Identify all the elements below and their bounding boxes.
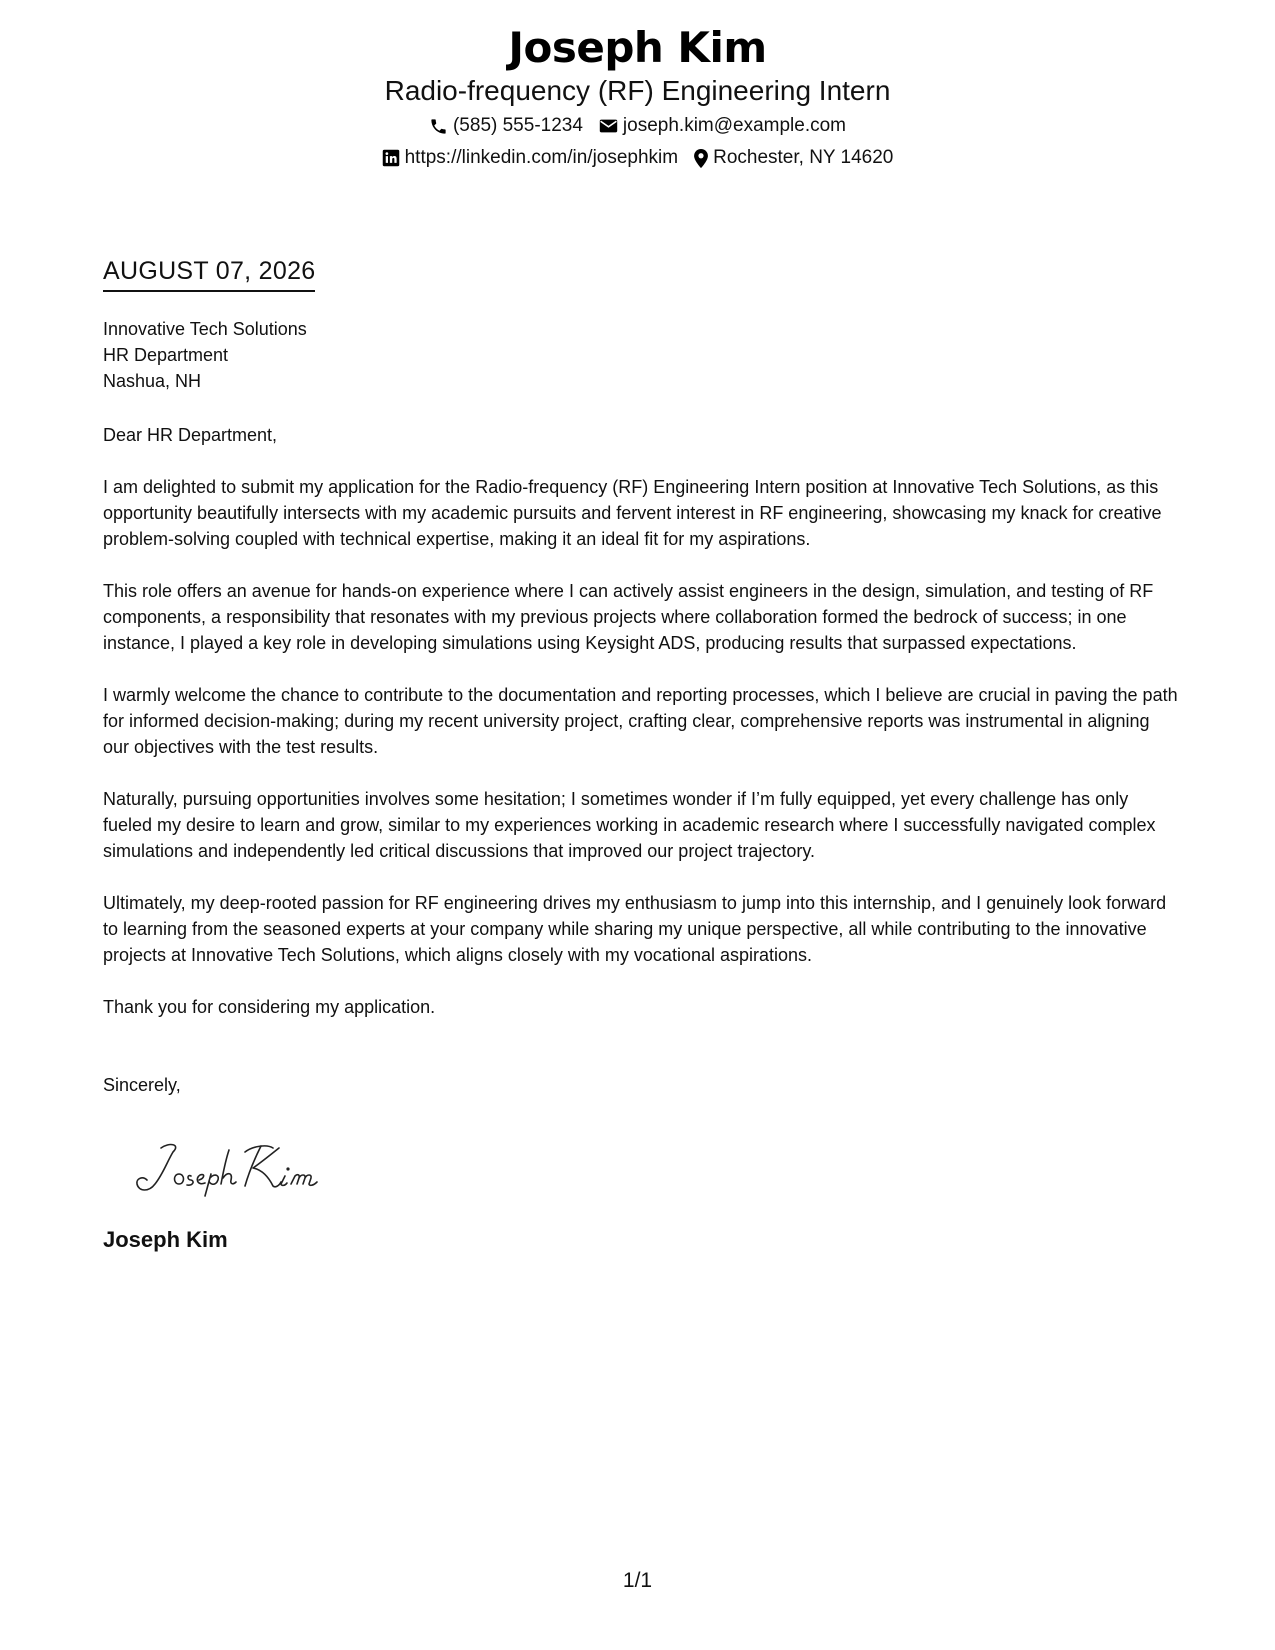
envelope-icon: [599, 118, 618, 134]
contact-row-1: [0, 114, 1275, 138]
recipient-company: Innovative Tech Solutions: [103, 319, 307, 339]
email-address[interactable]: joseph.kim@example.com: [622, 115, 847, 136]
letter-date-block: [103, 256, 315, 292]
paragraph-3: I warmly welcome the chance to contribute to the documentation and reporting processes, which I believe are crucial in paving the path for informed decision-making; during my recent university project, crafting clear, comprehensive reports was instrumental in aligning our objectives with the test results.: [103, 685, 1178, 757]
page-number: 1/1: [622, 1569, 653, 1592]
email-contact[interactable]: [599, 114, 846, 138]
closing-line: Sincerely,: [103, 1075, 181, 1095]
map-pin-icon: [694, 149, 708, 168]
paragraph-5: Ultimately, my deep-rooted passion for RF engineering drives my enthusiasm to jump into this internship, and I genuinely look forward to learning from the seasoned experts at your company while sharing my unique perspective, all while contributing to the innovative projects at Innovative Tech Solutions, which aligns closely with my vocational aspirations.: [103, 893, 1167, 965]
linkedin-contact[interactable]: [382, 146, 679, 170]
phone-number: (585) 555-1234: [452, 115, 583, 136]
thank-you-line: Thank you for considering my application.: [103, 997, 436, 1017]
recipient-department: HR Department: [103, 345, 229, 365]
recipient-address: [103, 316, 1178, 394]
paragraph-4: Naturally, pursuing opportunities involves some hesitation; I sometimes wonder if I’m fully equipped, yet every challenge has only fueled my desire to learn and grow, similar to my experiences working in academic research where I successfully navigated complex simulations and independently led critical discussions that improved our project trajectory.: [103, 789, 1156, 861]
letter-header: [0, 22, 1275, 170]
applicant-role: Radio-frequency (RF) Engineering Intern: [384, 75, 891, 106]
contact-row-2: [0, 146, 1275, 170]
linkedin-url[interactable]: https://linkedin.com/in/josephkim: [404, 147, 679, 168]
signer-name: Joseph Kim: [103, 1227, 228, 1252]
salutation: Dear HR Department,: [103, 425, 278, 445]
phone-icon: [429, 117, 448, 136]
location-text: Rochester, NY 14620: [713, 147, 894, 168]
linkedin-icon: [382, 149, 400, 167]
recipient-location: Nashua, NH: [103, 371, 202, 391]
phone-contact: [429, 114, 583, 138]
location-contact: [694, 146, 893, 170]
handwritten-signature: [133, 1138, 323, 1203]
letter-body: [103, 316, 1178, 1098]
paragraph-2: This role offers an avenue for hands-on experience where I can actively assist engineers in the design, simulation, and testing of RF components, a responsibility that resonates with my previous projects where collaboration formed the bedrock of success; in one instance, I played a key role in developing simulations using Keysight ADS, producing results that surpassed expectations.: [103, 581, 1154, 653]
paragraph-1: I am delighted to submit my application for the Radio-frequency (RF) Engineering Intern position at Innovative Tech Solutions, as this opportunity beautifully intersects with my academic pursuits and fervent interest in RF engineering, showcasing my knack for creative problem-solving coupled with technical expertise, making it an ideal fit for my aspirations.: [103, 477, 1162, 549]
letter-date: AUGUST 07, 2026: [103, 256, 315, 292]
signature-image: [133, 1138, 323, 1198]
applicant-name: Joseph Kim: [508, 23, 767, 72]
